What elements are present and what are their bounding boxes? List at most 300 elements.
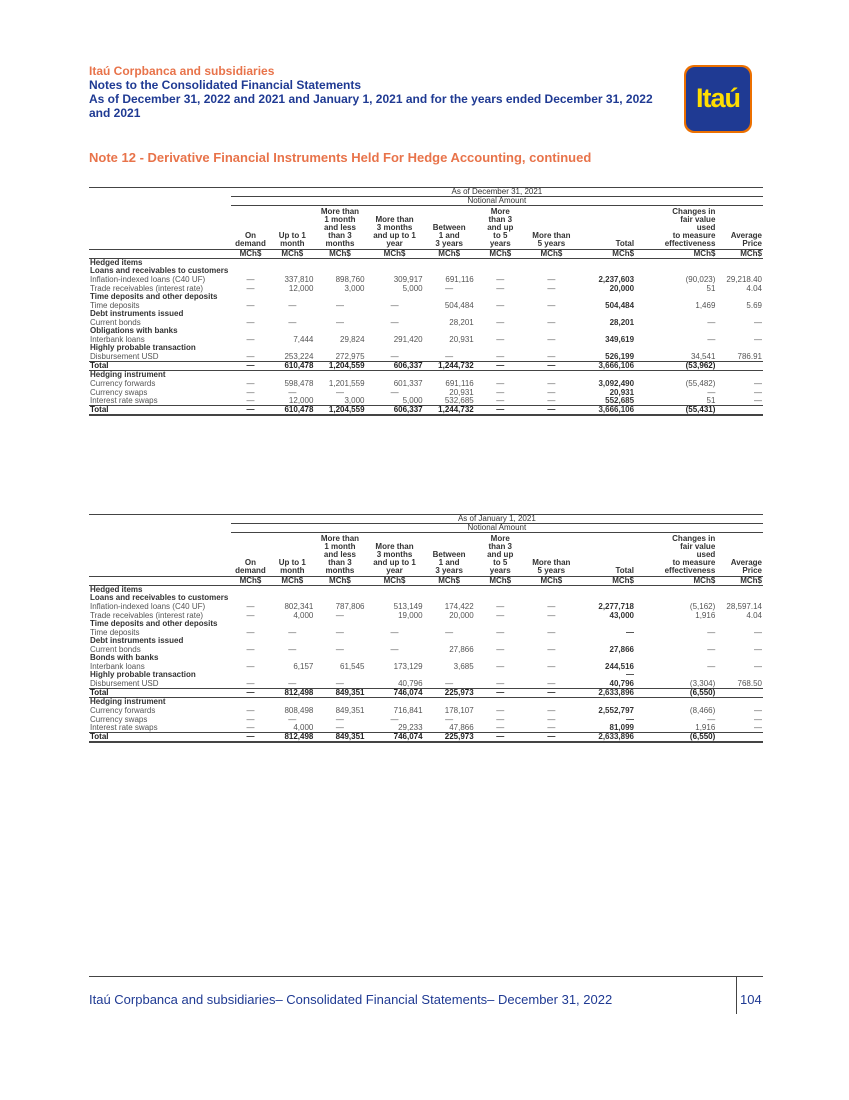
column-header-line: and up bbox=[487, 550, 514, 559]
page-header bbox=[89, 64, 689, 120]
empty-cell bbox=[635, 697, 716, 706]
column-header bbox=[716, 533, 763, 577]
column-header-line: month bbox=[280, 239, 305, 248]
empty-cell bbox=[526, 370, 577, 379]
empty-cell bbox=[577, 344, 635, 352]
table-cell: 808,498 bbox=[284, 705, 314, 715]
table-cell: — bbox=[288, 678, 297, 688]
table-cell: — bbox=[390, 387, 399, 397]
empty-cell bbox=[475, 293, 526, 301]
subcaption-row bbox=[89, 524, 763, 533]
column-header bbox=[635, 206, 716, 250]
empty-cell bbox=[365, 586, 423, 595]
column-header bbox=[314, 206, 365, 250]
table-cell: 28,201 bbox=[449, 318, 474, 327]
empty-cell bbox=[577, 586, 635, 595]
column-header bbox=[526, 533, 577, 577]
row-label: Interest rate swaps bbox=[90, 396, 158, 405]
table-cell: 6,157 bbox=[293, 662, 314, 671]
table-row bbox=[89, 388, 763, 397]
table-cell: — bbox=[475, 733, 526, 743]
empty-cell bbox=[314, 267, 365, 275]
column-header-line: Up to 1 bbox=[278, 558, 306, 567]
table-cell: — bbox=[547, 387, 556, 397]
row-label: Inflation-indexed loans (C40 UF) bbox=[90, 602, 206, 611]
table-cell: — bbox=[496, 611, 505, 620]
empty-cell bbox=[475, 344, 526, 352]
table-cell bbox=[270, 671, 314, 679]
table-cell: — bbox=[335, 318, 344, 327]
table-cell: — bbox=[547, 284, 556, 293]
table-cell bbox=[365, 671, 423, 679]
table-cell: — bbox=[496, 378, 505, 388]
column-header-line: 1 month bbox=[324, 542, 356, 551]
table-cell: — bbox=[754, 662, 762, 671]
table-cell: 610,478 bbox=[270, 361, 314, 370]
column-header bbox=[577, 206, 635, 250]
column-header-line: 5 years bbox=[537, 239, 566, 248]
empty-cell bbox=[635, 344, 716, 352]
caption-spacer bbox=[89, 515, 231, 524]
empty-cell bbox=[526, 620, 577, 628]
unit-label: MCh$ bbox=[365, 577, 423, 586]
table-cell: — bbox=[246, 714, 255, 724]
table-row bbox=[89, 275, 763, 284]
row-label: Current bonds bbox=[90, 645, 141, 654]
empty-cell bbox=[635, 654, 716, 662]
empty-cell bbox=[716, 654, 763, 662]
table-cell: 4,000 bbox=[293, 723, 314, 732]
row-label: Time deposits bbox=[90, 301, 140, 310]
table-cell: — bbox=[547, 705, 556, 715]
column-header-line: year bbox=[386, 566, 403, 575]
column-header bbox=[270, 206, 314, 250]
table-cell: — bbox=[288, 714, 297, 724]
column-header-line: Between bbox=[432, 223, 466, 232]
empty-cell bbox=[716, 594, 763, 602]
table-cell: — bbox=[754, 378, 762, 388]
column-header-line: and less bbox=[323, 223, 356, 232]
unit-label: MCh$ bbox=[231, 250, 271, 259]
empty-cell bbox=[314, 370, 365, 379]
empty-cell bbox=[526, 586, 577, 595]
column-header-line: than 3 bbox=[488, 215, 513, 224]
table-cell: 610,478 bbox=[270, 406, 314, 416]
empty-cell bbox=[365, 654, 423, 662]
empty-cell bbox=[716, 620, 763, 628]
table-cell: — bbox=[288, 301, 297, 310]
column-header-line: Changes in bbox=[672, 534, 716, 543]
empty-cell bbox=[526, 267, 577, 275]
row-label: Obligations with banks bbox=[90, 326, 178, 335]
table-cell bbox=[231, 671, 271, 679]
table-row bbox=[89, 645, 763, 654]
empty-cell bbox=[424, 259, 475, 268]
table-cell: — bbox=[754, 714, 762, 724]
empty-cell bbox=[231, 586, 271, 595]
empty-cell bbox=[231, 293, 271, 301]
table-cell: — bbox=[496, 645, 505, 654]
table-cell: 1,204,559 bbox=[314, 361, 365, 370]
table-cell: — bbox=[496, 628, 505, 637]
empty-cell bbox=[270, 586, 314, 595]
column-header-line: to 5 bbox=[493, 558, 508, 567]
subcaption-spacer bbox=[89, 524, 231, 533]
row-label: Highly probable transaction bbox=[90, 343, 196, 352]
row-label: Total bbox=[89, 361, 231, 370]
unit-label: MCh$ bbox=[314, 250, 365, 259]
empty-cell bbox=[424, 327, 475, 335]
empty-cell bbox=[577, 293, 635, 301]
table-cell: — bbox=[754, 723, 762, 732]
table-cell: — bbox=[496, 301, 505, 310]
table-cell: — bbox=[547, 645, 556, 654]
column-header-line: Between bbox=[432, 550, 466, 559]
row-label: Current bonds bbox=[90, 318, 141, 327]
column-header bbox=[231, 206, 271, 250]
row-label: Disbursement USD bbox=[90, 351, 159, 361]
table-cell: — bbox=[231, 733, 271, 743]
table-cell: 28,201 bbox=[609, 318, 635, 327]
caption-row bbox=[89, 515, 763, 524]
table-cell: — bbox=[547, 678, 556, 688]
row-label: Time deposits bbox=[90, 628, 140, 637]
table-cell: — bbox=[288, 387, 297, 397]
table-cell: — bbox=[335, 723, 344, 732]
table-cell: — bbox=[547, 275, 556, 284]
empty-cell bbox=[231, 697, 271, 706]
table-cell: 244,516 bbox=[605, 662, 634, 671]
table-cell: 849,351 bbox=[314, 688, 365, 697]
table-cell: 812,498 bbox=[270, 733, 314, 743]
column-header-blank bbox=[89, 206, 231, 250]
column-header bbox=[314, 533, 365, 577]
empty-cell bbox=[366, 327, 424, 335]
empty-cell bbox=[424, 620, 475, 628]
empty-cell bbox=[231, 259, 271, 268]
empty-cell bbox=[231, 267, 271, 275]
column-header-line: to measure bbox=[672, 558, 716, 567]
unit-label: MCh$ bbox=[577, 250, 635, 259]
table-cell: 20,931 bbox=[609, 387, 635, 397]
table-cell: — bbox=[231, 361, 271, 370]
column-header-line: than 3 bbox=[328, 231, 352, 240]
table-cell: — bbox=[335, 678, 344, 688]
column-header bbox=[270, 533, 314, 577]
row-label: Disbursement USD bbox=[90, 678, 159, 688]
empty-cell bbox=[365, 620, 423, 628]
table-cell: 552,685 bbox=[605, 396, 635, 405]
unit-label: MCh$ bbox=[231, 577, 271, 586]
empty-cell bbox=[716, 327, 763, 335]
empty-cell bbox=[314, 293, 365, 301]
unit-label: MCh$ bbox=[270, 250, 314, 259]
column-header-line: 3 years bbox=[435, 566, 463, 575]
empty-cell bbox=[314, 697, 365, 706]
row-label: Hedging instrument bbox=[90, 369, 166, 379]
table-cell: 1,916 bbox=[695, 723, 716, 732]
logo-inner bbox=[686, 67, 750, 131]
empty-cell bbox=[635, 620, 716, 628]
empty-cell bbox=[577, 594, 635, 602]
table-cell: 20,931 bbox=[449, 335, 474, 344]
column-header-line: used bbox=[696, 550, 716, 559]
table-cell: 4.04 bbox=[746, 611, 762, 620]
column-header-line: 1 and bbox=[438, 231, 460, 240]
table-cell: (6,550) bbox=[635, 688, 716, 697]
empty-cell bbox=[577, 370, 635, 379]
units-row bbox=[89, 250, 763, 259]
column-header-line: 3 months bbox=[376, 550, 413, 559]
header-line-3: and 2021 bbox=[89, 106, 141, 120]
column-header-line: fair value bbox=[680, 542, 716, 551]
footer-divider bbox=[89, 976, 763, 977]
table-cell: 1,204,559 bbox=[314, 406, 365, 416]
empty-cell bbox=[366, 370, 424, 379]
table-cell: 20,931 bbox=[449, 387, 474, 397]
column-header-line: Total bbox=[615, 239, 635, 248]
table-cell: — bbox=[475, 688, 526, 697]
table-cell: 12,000 bbox=[288, 396, 314, 405]
empty-cell bbox=[366, 259, 424, 268]
table-cell: — bbox=[496, 396, 505, 405]
table-cell: — bbox=[707, 318, 716, 327]
empty-cell bbox=[577, 327, 635, 335]
row-label: Hedged items bbox=[90, 585, 143, 594]
table-cell: 716,841 bbox=[393, 705, 423, 715]
empty-cell bbox=[314, 654, 365, 662]
empty-cell bbox=[526, 344, 577, 352]
unit-label: MCh$ bbox=[475, 577, 526, 586]
table-cell: — bbox=[547, 723, 556, 732]
row-label: Trade receivables (interest rate) bbox=[90, 284, 204, 293]
column-header-line: More than bbox=[532, 231, 571, 240]
table-cell: 4.04 bbox=[746, 284, 762, 293]
table-december-2021 bbox=[89, 187, 763, 416]
table-cell bbox=[314, 671, 365, 679]
column-header-row bbox=[89, 533, 763, 577]
table-cell: (5,162) bbox=[689, 602, 716, 611]
empty-cell bbox=[314, 259, 365, 268]
empty-cell bbox=[231, 620, 271, 628]
table-cell: — bbox=[754, 705, 762, 715]
empty-cell bbox=[231, 370, 271, 379]
table-cell: — bbox=[231, 688, 271, 697]
section-row bbox=[89, 671, 763, 679]
empty-cell bbox=[231, 654, 271, 662]
empty-cell bbox=[366, 267, 424, 275]
table-cell: — bbox=[754, 645, 762, 654]
table-cell: 173,129 bbox=[393, 662, 423, 671]
subcaption-row bbox=[89, 197, 763, 206]
table-cell: — bbox=[246, 396, 255, 405]
row-label: Interest rate swaps bbox=[90, 723, 158, 732]
table-cell: — bbox=[246, 378, 255, 388]
table-cell: 504,484 bbox=[444, 301, 474, 310]
empty-cell bbox=[314, 620, 365, 628]
table-row bbox=[89, 301, 763, 310]
table-cell: (6,550) bbox=[635, 733, 716, 743]
column-header-line: than 3 bbox=[328, 558, 352, 567]
empty-cell bbox=[577, 310, 635, 318]
empty-cell bbox=[424, 697, 475, 706]
empty-cell bbox=[526, 594, 577, 602]
column-header-line: demand bbox=[235, 566, 266, 575]
column-header bbox=[424, 533, 475, 577]
empty-cell bbox=[526, 654, 577, 662]
empty-cell bbox=[526, 293, 577, 301]
table-cell: — bbox=[496, 705, 505, 715]
total-row bbox=[89, 688, 763, 697]
table-cell: (8,466) bbox=[689, 705, 716, 715]
table-subcaption: Notional Amount bbox=[231, 197, 763, 206]
subcaption-spacer bbox=[89, 197, 231, 206]
row-label: Bonds with banks bbox=[90, 653, 159, 662]
empty-cell bbox=[716, 637, 763, 645]
column-header bbox=[424, 206, 475, 250]
total-row bbox=[89, 406, 763, 416]
column-header bbox=[577, 533, 635, 577]
empty-cell bbox=[716, 267, 763, 275]
empty-cell bbox=[526, 637, 577, 645]
table-cell: 2,552,797 bbox=[598, 705, 634, 715]
column-header-line: Price bbox=[742, 239, 762, 248]
table-cell: 898,760 bbox=[335, 275, 365, 284]
table-cell: 5.69 bbox=[746, 301, 762, 310]
table-cell: — bbox=[547, 335, 556, 344]
table-cell: — bbox=[547, 318, 556, 327]
column-header-line: More than bbox=[320, 534, 360, 543]
table-row bbox=[89, 352, 763, 361]
empty-cell bbox=[270, 310, 314, 318]
column-header-line: than 3 bbox=[488, 542, 512, 551]
unit-label: MCh$ bbox=[716, 577, 763, 586]
table-cell: — bbox=[496, 318, 505, 327]
empty-cell bbox=[635, 293, 716, 301]
footer-separator bbox=[736, 976, 737, 1014]
empty-cell bbox=[577, 637, 635, 645]
empty-cell bbox=[635, 327, 716, 335]
table-cell: 51 bbox=[706, 284, 716, 293]
empty-cell bbox=[475, 267, 526, 275]
table-cell: 691,116 bbox=[445, 275, 474, 284]
column-header bbox=[475, 533, 526, 577]
table-cell: 27,866 bbox=[609, 645, 634, 654]
table-subcaption: Notional Amount bbox=[231, 524, 763, 533]
section-row bbox=[89, 293, 763, 301]
itau-logo bbox=[684, 65, 752, 133]
column-header-line: fair value bbox=[680, 215, 716, 224]
column-header-line: months bbox=[325, 566, 355, 575]
empty-cell bbox=[366, 344, 424, 352]
company-name: Itaú Corpbanca and subsidiaries bbox=[89, 64, 275, 78]
unit-label: MCh$ bbox=[577, 577, 635, 586]
table-cell: — bbox=[707, 335, 716, 344]
empty-cell bbox=[424, 654, 475, 662]
table-cell: 2,237,603 bbox=[598, 275, 635, 284]
column-header-line: year bbox=[386, 239, 403, 248]
table-cell: 504,484 bbox=[605, 301, 635, 310]
empty-cell bbox=[231, 327, 271, 335]
empty-cell bbox=[231, 344, 271, 352]
table-cell: — bbox=[526, 406, 577, 416]
table-cell: 225,973 bbox=[424, 733, 475, 743]
table-cell: — bbox=[547, 662, 556, 671]
column-header-line: More than bbox=[532, 558, 571, 567]
unit-label: MCh$ bbox=[716, 250, 763, 259]
section-row bbox=[89, 370, 763, 379]
table-cell: — bbox=[707, 645, 716, 654]
column-header-line: and less bbox=[323, 550, 356, 559]
table-cell: 4,000 bbox=[293, 611, 314, 620]
table-cell: — bbox=[547, 602, 556, 611]
table-cell: 3,000 bbox=[344, 284, 365, 293]
unit-label: MCh$ bbox=[366, 250, 424, 259]
table-cell: — bbox=[496, 275, 505, 284]
empty-cell bbox=[526, 697, 577, 706]
column-header-line: to measure bbox=[672, 231, 716, 240]
empty-cell bbox=[635, 310, 716, 318]
table-cell: 601,337 bbox=[393, 378, 423, 388]
row-label: Debt instruments issued bbox=[90, 636, 184, 645]
column-header-line: used bbox=[696, 223, 716, 232]
empty-cell bbox=[577, 654, 635, 662]
empty-cell bbox=[475, 259, 526, 268]
table-cell: — bbox=[496, 678, 505, 688]
table-cell: — bbox=[526, 733, 577, 743]
section-row bbox=[89, 310, 763, 318]
table-cell bbox=[716, 733, 763, 743]
row-label: Hedging instrument bbox=[90, 696, 166, 706]
empty-cell bbox=[635, 259, 716, 268]
note-title: Note 12 - Derivative Financial Instruments Held For Hedge Accounting, continued bbox=[89, 150, 592, 165]
table-cell: — bbox=[445, 678, 454, 688]
table-cell: — bbox=[547, 301, 556, 310]
column-header bbox=[635, 533, 716, 577]
table-cell: — bbox=[390, 351, 399, 361]
table-cell: — bbox=[445, 628, 454, 637]
table-cell: — bbox=[496, 723, 505, 732]
column-header-line: years bbox=[489, 239, 511, 248]
table-cell: — bbox=[754, 387, 762, 397]
table-cell: 2,633,896 bbox=[577, 688, 635, 697]
column-header bbox=[231, 533, 271, 577]
row-label: Currency forwards bbox=[90, 705, 156, 715]
column-header-line: Price bbox=[742, 566, 762, 575]
table-cell: 606,337 bbox=[366, 361, 424, 370]
table-cell: — bbox=[496, 335, 505, 344]
column-header-row bbox=[89, 206, 763, 250]
table-cell: 1,244,732 bbox=[424, 406, 475, 416]
table-cell: — bbox=[445, 351, 454, 361]
empty-cell bbox=[424, 310, 475, 318]
table-caption: As of December 31, 2021 bbox=[231, 188, 763, 197]
table-cell: — bbox=[496, 602, 505, 611]
empty-cell bbox=[475, 697, 526, 706]
column-header-line: month bbox=[280, 566, 305, 575]
table-cell: 43,000 bbox=[609, 611, 634, 620]
column-header-line: effectiveness bbox=[664, 566, 716, 575]
table-cell: — bbox=[246, 678, 255, 688]
empty-cell bbox=[424, 586, 475, 595]
table-cell bbox=[635, 671, 716, 679]
row-label: Time deposits and other deposits bbox=[90, 292, 218, 301]
table-cell: (55,431) bbox=[635, 406, 716, 416]
row-label: Interbank loans bbox=[90, 662, 145, 671]
row-label: Time deposits and other deposits bbox=[90, 619, 218, 628]
column-header-line: 3 months bbox=[376, 223, 413, 232]
column-header-line: years bbox=[489, 566, 511, 575]
